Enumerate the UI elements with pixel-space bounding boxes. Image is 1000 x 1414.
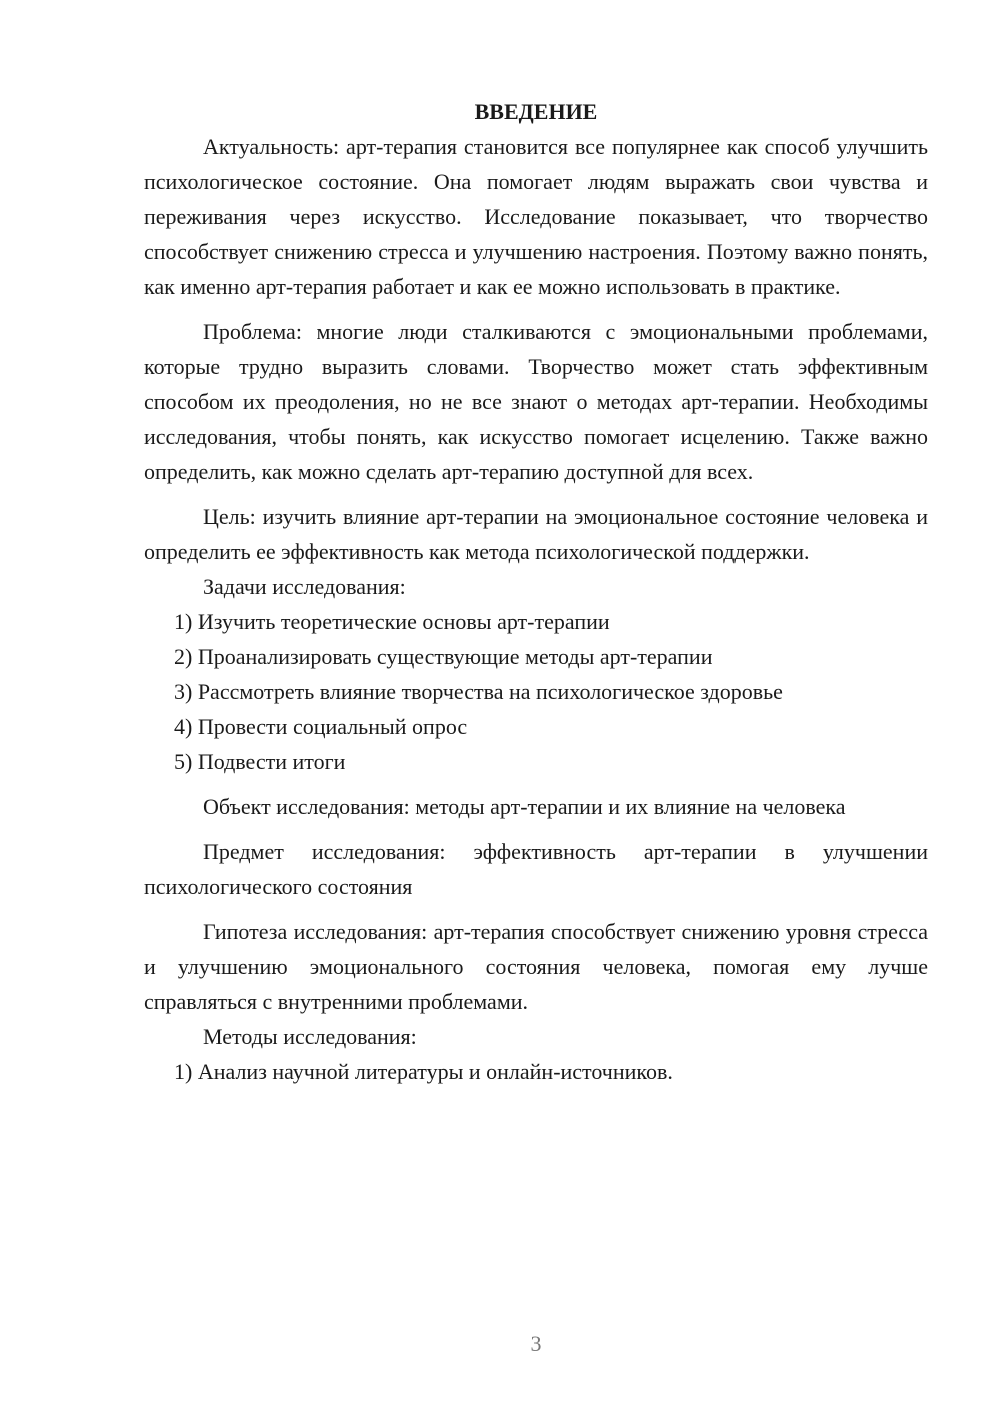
- task-item-4: 4) Провести социальный опрос: [174, 714, 468, 739]
- paragraph-relevance: Актуальность: арт-терапия становится все популярнее как способ улучшить психологическое состояние. Она помогает людям выражать свои чувства и переживания через искусство. Исследование показывает, что творчество способствует снижению стресса и улучшению настроения. Поэтому важно понять, как именно арт-терапия работает и как ее можно использовать в практике.: [144, 134, 928, 299]
- page-number: 3: [530, 1331, 542, 1356]
- methods-heading: Методы исследования:: [203, 1024, 417, 1049]
- task-item-2: 2) Проанализировать существующие методы арт-терапии: [174, 644, 713, 669]
- task-item-1: 1) Изучить теоретические основы арт-терапии: [174, 609, 610, 634]
- paragraph-object: Объект исследования: методы арт-терапии и их влияние на человека: [203, 794, 846, 819]
- page-title: ВВЕДЕНИЕ: [474, 99, 598, 124]
- page-content: [144, 94, 928, 1089]
- paragraph-subject: Предмет исследования: эффективность арт-терапии в улучшении психологического состояния: [144, 839, 928, 899]
- tasks-heading: Задачи исследования:: [203, 574, 406, 599]
- method-item-1: 1) Анализ научной литературы и онлайн-источников.: [174, 1059, 673, 1084]
- task-item-3: 3) Рассмотреть влияние творчества на психологическое здоровье: [174, 679, 783, 704]
- paragraph-problem: Проблема: многие люди сталкиваются с эмоциональными проблемами, которые трудно выразить словами. Творчество может стать эффективным способом их преодоления, но не все знают о методах арт-терапии. Необходимы исследования, чтобы понять, как искусство помогает исцелению. Также важно определить, как можно сделать арт-терапию доступной для всех.: [144, 319, 928, 484]
- paragraph-hypothesis: Гипотеза исследования: арт-терапия способствует снижению уровня стресса и улучшению эмоционального состояния человека, помогая ему лучше справляться с внутренними проблемами.: [144, 919, 928, 1014]
- paragraph-goal: Цель: изучить влияние арт-терапии на эмоциональное состояние человека и определить ее эффективность как метода психологической поддержки.: [144, 504, 928, 564]
- task-item-5: 5) Подвести итоги: [174, 749, 346, 774]
